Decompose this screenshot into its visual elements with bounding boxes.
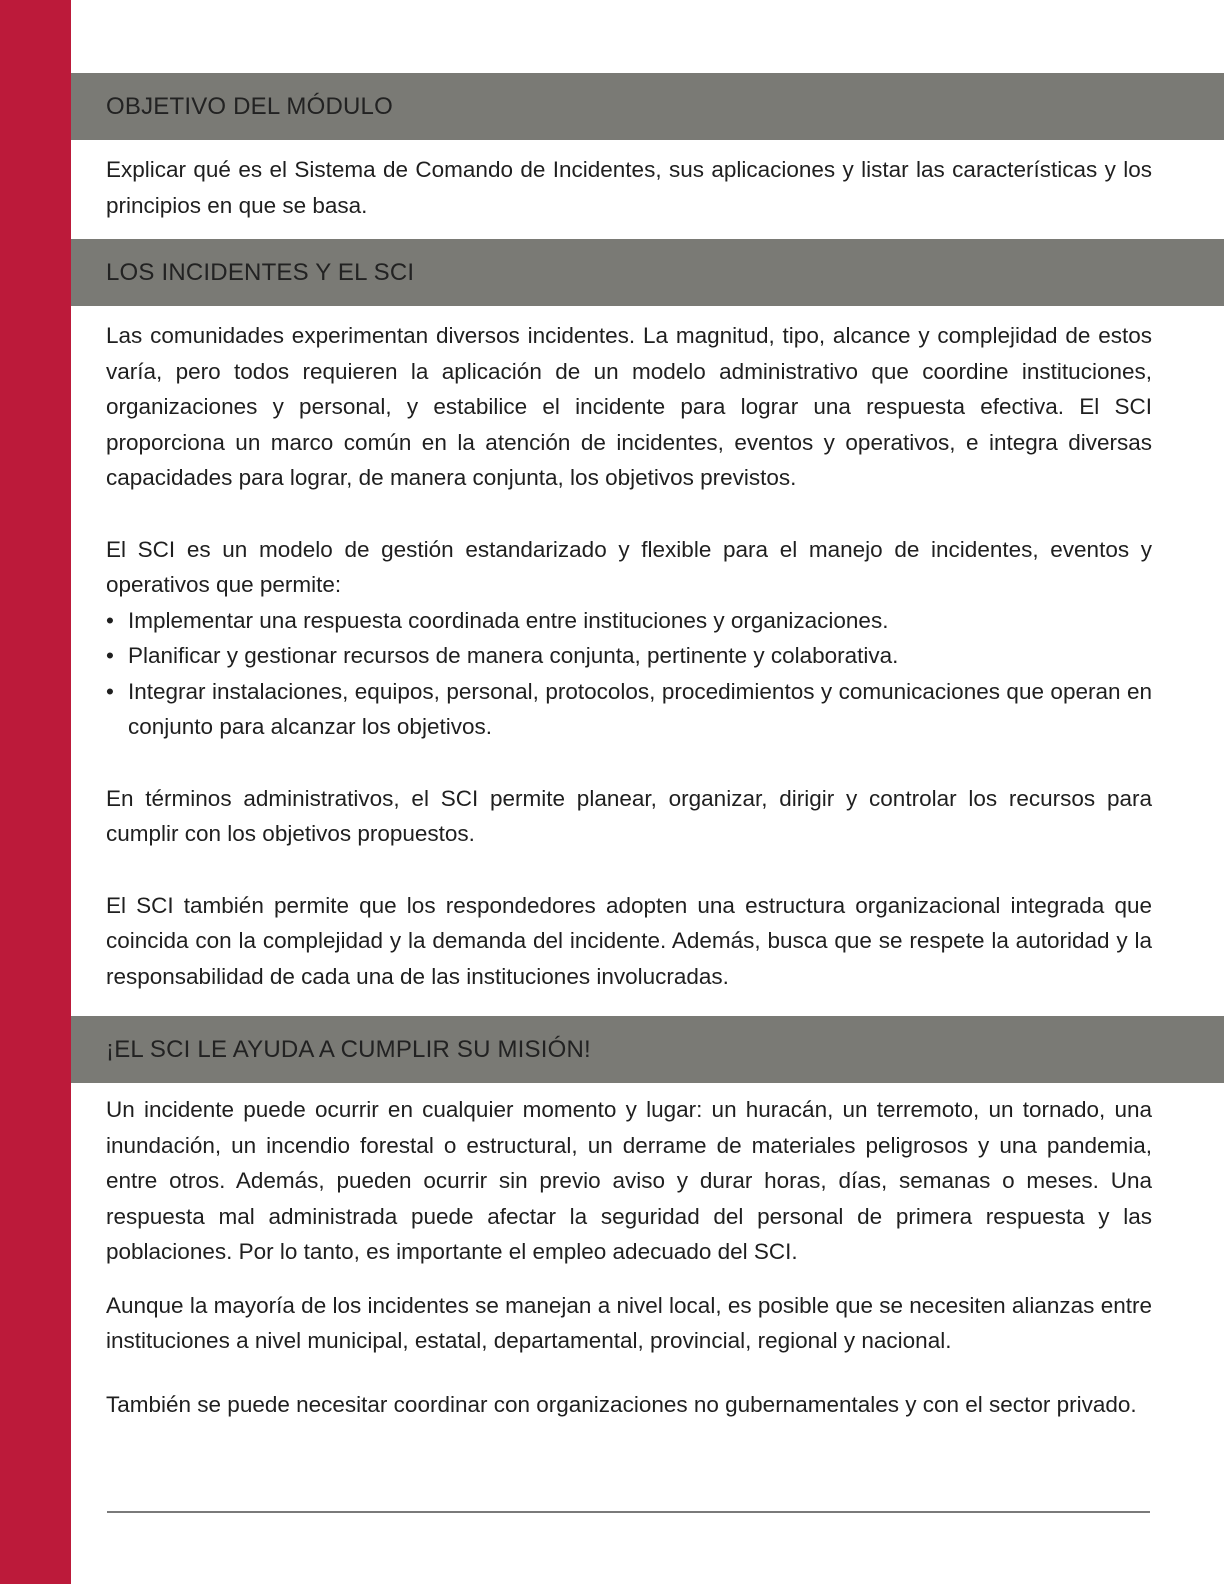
paragraph: En términos administrativos, el SCI permite planear, organizar, dirigir y controlar los recursos para cumplir con los objetivos propuestos. xyxy=(106,785,1152,846)
section-header-mision xyxy=(71,1016,1224,1083)
bullet-list xyxy=(106,603,1152,745)
section-title: OBJETIVO DEL MÓDULO xyxy=(106,93,393,120)
paragraph: Las comunidades experimentan diversos incidentes. La magnitud, tipo, alcance y complejidad de estos varía, pero todos requieren la aplicación de un modelo administrativo que coordine instituciones, organizaciones y personal, y estabilice el incidente para lograr una respuesta efectiva. El SCI proporciona un marco común en la atención de incidentes, eventos y operativos, e integra diversas capacidades para lograr, de manera conjunta, los objetivos previstos. xyxy=(106,323,1152,490)
red-sidebar-stripe xyxy=(0,0,71,1584)
section-header-incidentes xyxy=(71,239,1224,306)
paragraph: Explicar qué es el Sistema de Comando de Incidentes, sus aplicaciones y listar las características y los principios en que se basa. xyxy=(106,157,1152,218)
footer-divider xyxy=(107,1511,1150,1513)
section-body-incidentes xyxy=(106,318,1152,994)
bullet-item: • Integrar instalaciones, equipos, personal, protocolos, procedimientos y comunicaciones que operan en conjunto para alcanzar los objetivos. xyxy=(106,674,1152,745)
paragraph: El SCI también permite que los respondedores adopten una estructura organizacional integrada que coincida con la complejidad y la demanda del incidente. Además, busca que se respete la autoridad y la responsabilidad de cada una de las instituciones involucradas. xyxy=(106,892,1152,989)
paragraph: También se puede necesitar coordinar con organizaciones no gubernamentales y con el sector privado. xyxy=(106,1391,1137,1417)
paragraph: El SCI es un modelo de gestión estandarizado y flexible para el manejo de incidentes, eventos y operativos que permite: xyxy=(106,536,1152,597)
section-body-mision xyxy=(106,1092,1152,1422)
bullet-item: • Planificar y gestionar recursos de manera conjunta, pertinente y colaborativa. xyxy=(106,638,1152,674)
section-title: ¡EL SCI LE AYUDA A CUMPLIR SU MISIÓN! xyxy=(106,1036,591,1063)
bullet-item: • Implementar una respuesta coordinada entre instituciones y organizaciones. xyxy=(106,603,1152,639)
section-body-objetivo xyxy=(106,152,1152,223)
paragraph: Aunque la mayoría de los incidentes se manejan a nivel local, es posible que se necesiten alianzas entre instituciones a nivel municipal, estatal, departamental, provincial, regional y nacional. xyxy=(106,1292,1152,1353)
section-title: LOS INCIDENTES Y EL SCI xyxy=(106,259,415,286)
paragraph: Un incidente puede ocurrir en cualquier momento y lugar: un huracán, un terremoto, un tornado, una inundación, un incendio forestal o estructural, un derrame de materiales peligrosos y una pandemia, entre otros. Además, pueden ocurrir sin previo aviso y durar horas, días, semanas o meses. Una respuesta mal administrada puede afectar la seguridad del personal de primera respuesta y las poblaciones. Por lo tanto, es importante el empleo adecuado del SCI. xyxy=(106,1097,1152,1264)
section-header-objetivo xyxy=(71,73,1224,140)
